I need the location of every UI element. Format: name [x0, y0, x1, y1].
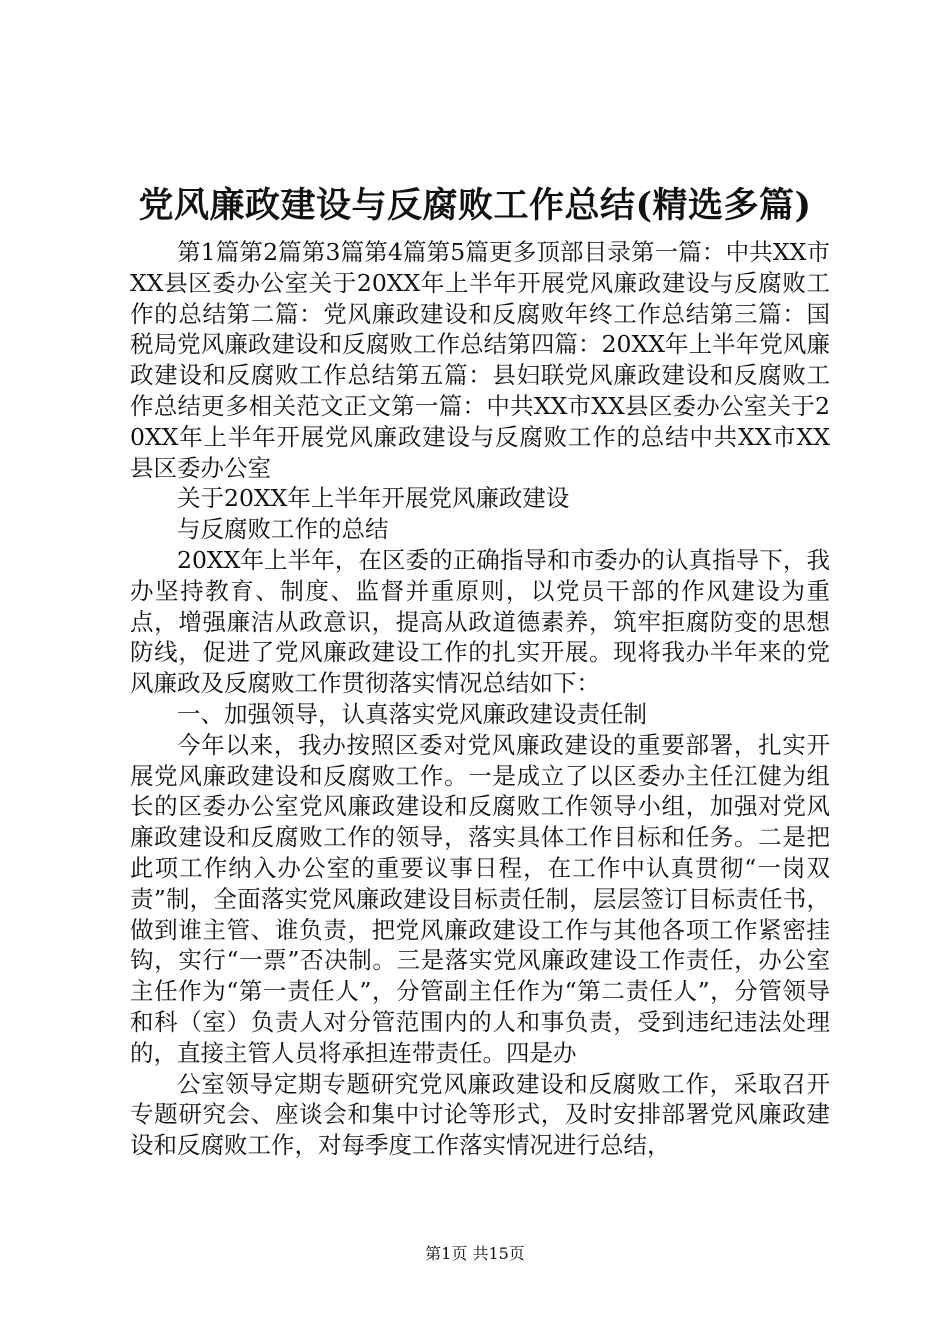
report-heading-line-1: 关于20XX年上半年开展党风廉政建设 — [177, 484, 570, 513]
table-of-contents-paragraph: 第1篇第2篇第3篇第4篇第5篇更多顶部目录第一篇：中共XX市XX县区委办公室关于20XX年上半年开展党风廉政建设与反腐败工作的总结第二篇：党风廉政建设和反腐败年终工作总结第三篇：国税局党风廉政建设和反腐败工作总结第四篇：20XX年上半年党风廉政建设和反腐败工作总结第五篇：县妇联党风廉政建设和反腐败工作总结更多相关范文正文第一篇：中共XX市XX县区委办公室关于20XX年上半年开展党风廉政建设与反腐败工作的总结中共XX市XX县区委办公室 — [130, 238, 830, 482]
page-footer: 第1页 共15页 — [425, 1244, 525, 1263]
document-body — [130, 237, 830, 1161]
document-title: 党风廉政建设与反腐败工作总结(精选多篇) — [138, 185, 812, 226]
section-heading-1: 一、加强领导，认真落实党风廉政建设责任制 — [177, 699, 647, 728]
section-1-paragraph: 今年以来，我办按照区委对党风廉政建设的重要部署，扎实开展党风廉政建设和反腐败工作。一是成立了以区委办主任江健为组长的区委办公室党风廉政建设和反腐败工作领导小组，加强对党风廉政建设和反腐败工作的领导，落实具体工作目标和任务。二是把此项工作纳入办公室的重要议事日程，在工作中认真贯彻“一岗双责”制，全面落实党风廉政建设目标责任制，层层签订目标责任书，做到谁主管、谁负责，把党风廉政建设工作与其他各项工作紧密挂钩，实行“一票”否决制。三是落实党风廉政建设工作责任，办公室主任作为“第一责任人”，分管副主任作为“第二责任人”，分管领导和科（室）负责人对分管范围内的人和事负责，受到违纪违法处理的，直接主管人员将承担连带责任。四是办 — [130, 730, 830, 1067]
report-heading-line-2: 与反腐败工作的总结 — [177, 515, 389, 544]
intro-paragraph: 20XX年上半年，在区委的正确指导和市委办的认真指导下，我办坚持教育、制度、监督并重原则，以党员干部的作风建设为重点，增强廉洁从政意识，提高从政道德素养，筑牢拒腐防变的思想防线，促进了党风廉政建设工作的扎实开展。现将我办半年来的党风廉政及反腐败工作贯彻落实情况总结如下： — [130, 545, 830, 698]
section-1-continuation-paragraph: 公室领导定期专题研究党风廉政建设和反腐败工作，采取召开专题研究会、座谈会和集中讨论等形式，及时安排部署党风廉政建设和反腐败工作，对每季度工作落实情况进行总结， — [130, 1069, 830, 1160]
